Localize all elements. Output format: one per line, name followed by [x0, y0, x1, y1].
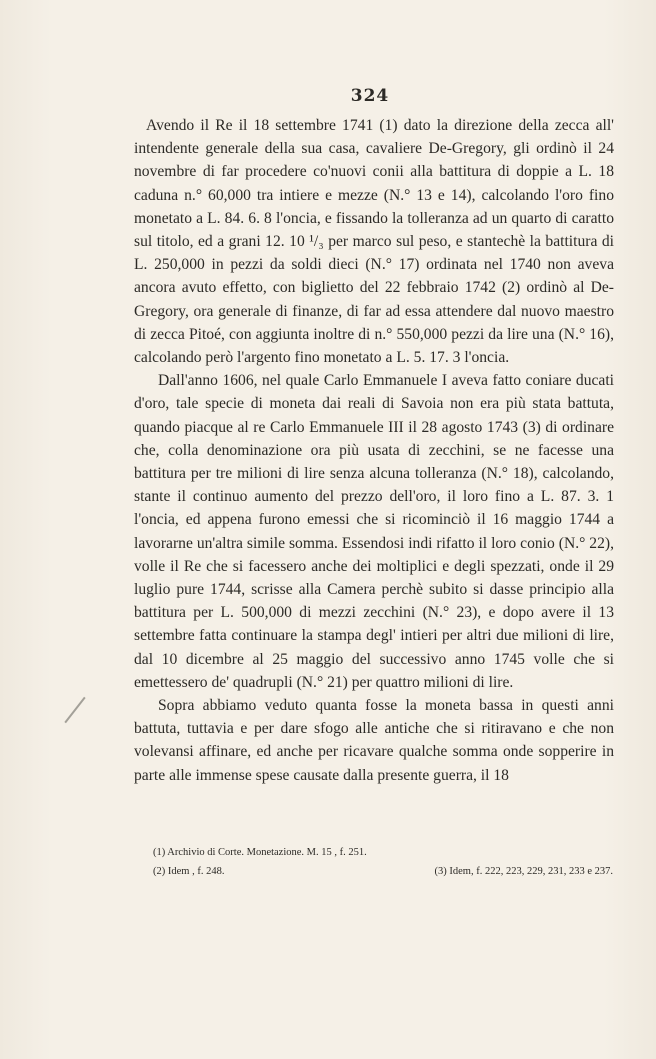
- page-number: 324: [350, 86, 390, 106]
- footnote-row-1: [153, 843, 613, 862]
- footnote-3: (3) Idem, f. 222, 223, 229, 231, 233 e 237.: [434, 866, 613, 877]
- footnote-row-2: [153, 862, 613, 881]
- paragraph-1: Avendo il Re il 18 settembre 1741 (1) dato la direzione della zecca all' intendente generale della sua casa, cavaliere De-Gregory, gli ordinò il 24 novembre di far procedere co'nuovi conii alla battitura di doppie a L. 18 caduna n.° 60,000 tra intiere e mezze (N.° 13 e 14), calcolando l'oro fino monetato a L. 84. 6. 8 l'oncia, e fissando la tolleranza ad un quarto di caratto sul titolo, ed a grani 12. 10 ¹/₃ per marco sul peso, e stantechè la battitura di L. 250,000 in pezzi da soldi dieci (N.° 17) ordinata nel 1740 non aveva ancora avuto effetto, con biglietto del 22 febbraio 1742 (2) ordinò al De-Gregory, ora generale di finanze, di far ad essa attendere dal nuovo maestro di zecca Pitoé, con aggiunta inoltre di n.° 550,000 pezzi da lire una (N.° 16), calcolando però l'argento fino monetato a L. 5. 17. 3 l'oncia.: [134, 117, 614, 367]
- paragraph-2: Dall'anno 1606, nel quale Carlo Emmanuele I aveva fatto coniare ducati d'oro, tale specie di moneta dai reali di Savoia non era più stata battuta, quando piacque al re Carlo Emmanuele III il 28 agosto 1743 (3) di ordinare che, colla denominazione ora più usata di zecchini, se ne facesse una battitura per tre milioni di lire senza alcuna tolleranza (N.° 18), calcolando, stante il continuo aumento del prezzo dell'oro, il loro fino a L. 87. 3. 1 l'oncia, ed appena furono emessi che si ricominciò il 16 maggio 1744 a lavorarne un'altra simile somma. Essendosi indi rifatto il loro conio (N.° 22), volle il Re che si facessero anche dei moltiplici e degli spezzati, onde il 29 luglio pure 1744, scrisse alla Camera perchè subito si dasse principio alla battitura per L. 500,000 di mezzi zecchini (N.° 23), e dopo avere il 13 settembre fatta continuare la stampa degl' intieri per altri due milioni di lire, dal 10 dicembre al 25 maggio del successivo anno 1745 volle che si emettessero de' quadrupli (N.° 21) per quattro milioni di lire.: [134, 372, 614, 691]
- pencil-mark: [64, 697, 85, 723]
- footnote-1: (1) Archivio di Corte. Monetazione. M. 15 , f. 251.: [153, 847, 367, 858]
- footnote-2: (2) Idem , f. 248.: [153, 866, 225, 877]
- paragraph-3: Sopra abbiamo veduto quanta fosse la moneta bassa in questi anni battuta, tuttavia e per dare sfogo alle antiche che si ritiravano e che non volevansi affinare, ed anche per ricavare qualche somma onde sopperire in parte alle immense spese causate dalla presente guerra, il 18: [134, 697, 614, 784]
- footnotes: [153, 843, 613, 881]
- body-text: [134, 114, 614, 787]
